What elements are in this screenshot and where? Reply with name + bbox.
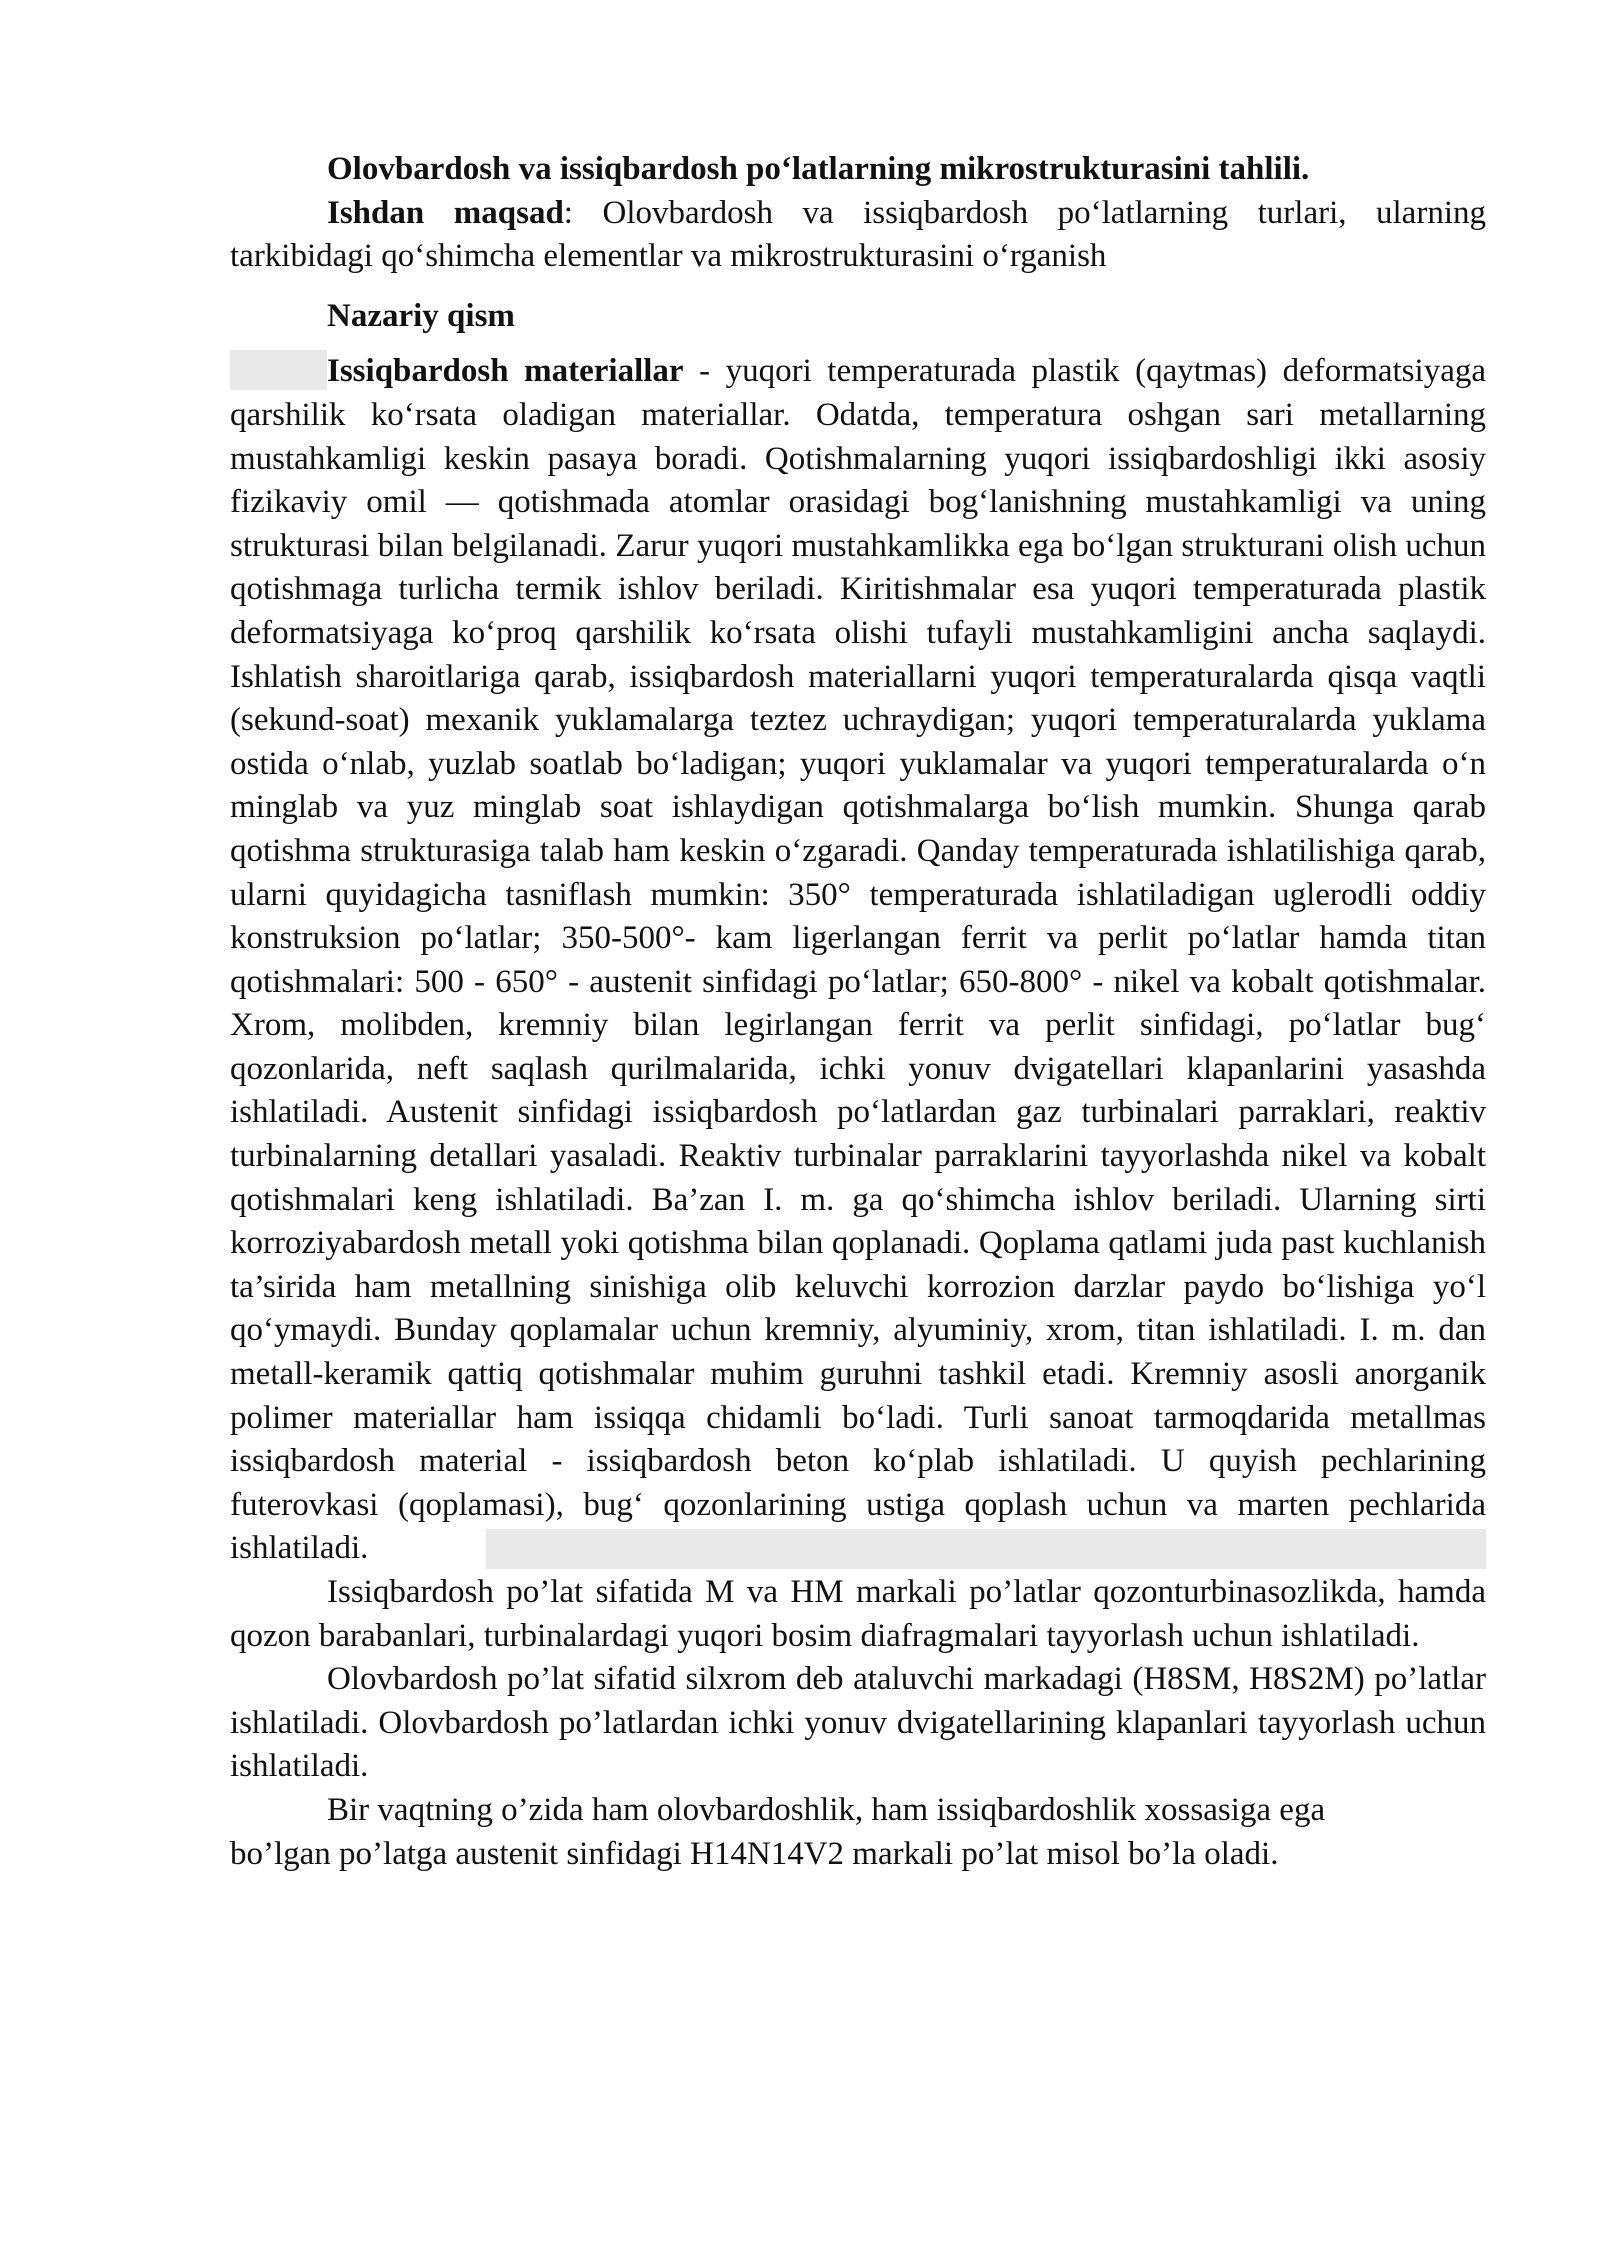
paragraph-fire-resistant-steel: Olovbardosh po’lat sifatid silxrom deb ataluvchi markadagi (H8SM, H8S2M) po’latlar ishlatiladi. Olovbardosh po’latlardan ichki yonuv dvigatellarining klapanlari tayyorlash uchun ishlatiladi.: [230, 1661, 1486, 1785]
paragraph-1-text: - yuqori temperaturada plastik (qaytmas) deformatsiyaga qarshilik ko‘rsata oladigan materiallar. Odatda, temperatura oshgan sari metallarning mustahkamligi keskin pasaya boradi. Qotishmalarning yuqori issiqbardoshligi ikki asosiy fizikaviy omil — qotishmada atomlar orasidagi bog‘lanishning mustahkamligi va uning strukturasi bilan belgilanadi. Zarur yuqori mustahkamlikka ega bo‘lgan strukturani olish uchun qotishmaga turlicha termik ishlov beriladi. Kiritishmalar esa yuqori temperaturada plastik deformatsiyaga ko‘proq qarshilik ko‘rsata olishi tufayli mustahkamligini ancha saqlaydi. Ishlatish sharoitlariga qarab, issiqbardosh materiallarni yuqori temperaturalarda qisqa vaqtli (sekund-soat) mexanik yuklamalarga teztez uchraydigan; yuqori temperaturalarda yuklama ostida o‘nlab, yuzlab soatlab bo‘ladigan; yuqori yuklamalar va yuqori temperaturalarda o‘n minglab va yuz minglab soat ishlaydigan qotishmalarga bo‘lish mumkin. Shunga qarab qotishma strukturasiga talab ham keskin o‘zgaradi. Qanday temperaturada ishlatilishiga qarab, ularni quyidagicha tasniflash mumkin: 350° temperaturada ishlatiladigan uglerodli oddiy konstruksion po‘latlar; 350-500°- kam ligerlangan ferrit va perlit po‘latlar hamda titan qotishmalari: 500 - 650° - austenit sinfidagi po‘latlar; 650-800° - nikel va kobalt qotishmalar. Xrom, molibden, kremniy bilan legirlangan ferrit va perlit sinfidagi, po‘latlar bug‘ qozonlarida, neft saqlash qurilmalarida, ichki yonuv dvigatellari klapanlarini yasashda ishlatiladi. Austenit sinfidagi issiqbardosh po‘latlardan gaz turbinalari parraklari, reaktiv turbinalarning detallari yasaladi. Reaktiv turbinalar parraklarini tayyorlashda nikel va kobalt qotishmalari keng ishlatiladi. Ba’zan I. m. ga qo‘shimcha ishlov beriladi. Ularning sirti korroziyabardosh metall yoki qotishma bilan qoplanadi. Qoplama qatlami juda past kuchlanish ta’sirida ham metallning sinishiga olib keluvchi korrozion darzlar paydo bo‘lishiga yo‘l qo‘ymaydi. Bunday qoplamalar uchun kremniy, alyuminiy, xrom, titan ishlatiladi. I. m. dan metall-keramik qattiq qotishmalar muhim guruhni tashkil etadi. Kremniy asosli anorganik polimer materiallar ham issiqqa chidamli bo‘ladi. Turli sanoat tarmoqdarida metallmas issiqbardosh material - issiqbardosh beton ko‘plab ishlatiladi. U quyish pechlarining futerovkasi (qoplamasi), bug‘ qozonlarining ustiga qoplash uchun va marten pechlarida ishlatiladi.: [230, 353, 1486, 1567]
paragraph-heat-resistant-steel: Issiqbardosh po’lat sifatida M va HM markali po’latlar qozonturbinasozlikda, hamda qozon barabanlari, turbinalardagi yuqori bosim diafragmalari tayyorlash uchun ishlatiladi.: [230, 1574, 1486, 1654]
section-heading: Nazariy qism: [327, 297, 515, 334]
goal-label: Ishdan maqsad: [327, 194, 564, 231]
document-body: [230, 148, 1486, 1876]
term-heat-resistant-materials: Issiqbardosh materiallar: [327, 353, 684, 390]
paragraph-austenitic-example: Bir vaqtning o’zida ham olovbardoshlik, ham issiqbardoshlik xossasiga ega bo’lgan po’latga austenit sinfidagi H14N14V2 markali po’lat misol bo’la oladi.: [230, 1791, 1326, 1872]
goal-paragraph: [230, 192, 1486, 279]
goal-text: : Olovbardosh va issiqbardosh po‘latlarning turlari, ularning tarkibidagi qo‘shimcha elementlar va mikrostrukturasini o‘rganish: [230, 194, 1486, 275]
paragraph-heat-resistant-materials: [230, 350, 1486, 1571]
highlighted-paragraph-block: [230, 350, 1486, 1571]
document-title: Olovbardosh va issiqbardosh po‘latlarning mikrostrukturasini tahlili.: [327, 151, 1310, 187]
